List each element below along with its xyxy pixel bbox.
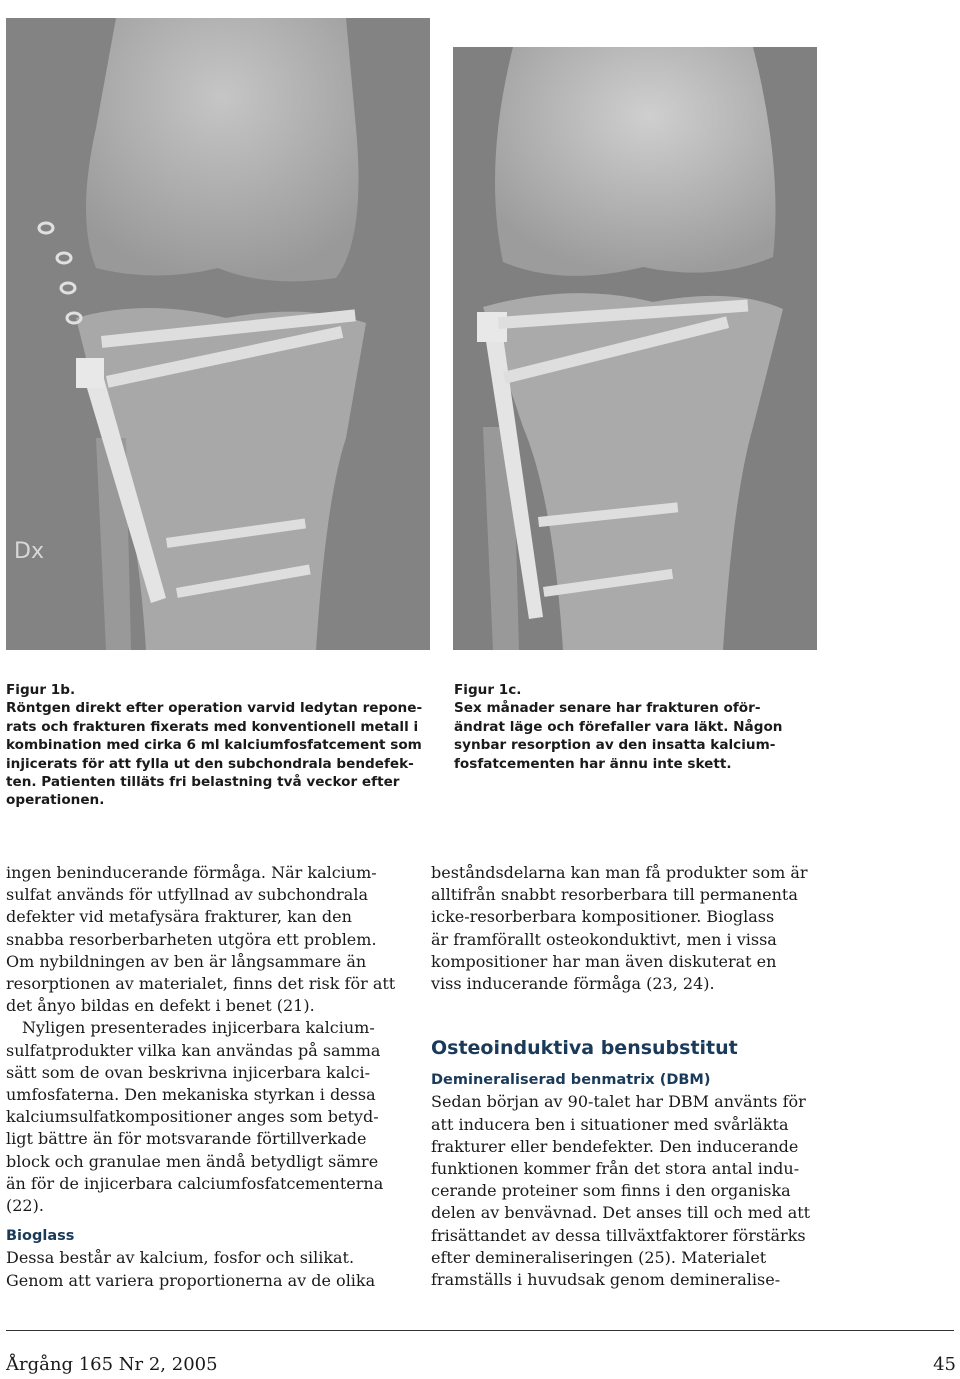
body-line: sulfat används för utfyllnad av subchondrala bbox=[6, 885, 368, 905]
section-heading-osteoinduktiva: Osteoinduktiva bensubstitut bbox=[431, 1037, 738, 1060]
xray-image-figure-1c bbox=[453, 47, 817, 650]
figure-1b-title: Figur 1b. bbox=[6, 682, 76, 698]
figure-1b-caption bbox=[6, 681, 426, 810]
body-line: frakturer eller bendefekter. Den inducerande bbox=[431, 1136, 799, 1156]
body-line: sulfatprodukter vilka kan användas på samma bbox=[6, 1040, 381, 1060]
subheading-dbm: Demineraliserad benmatrix (DBM) bbox=[431, 1072, 711, 1089]
body-line: det ånyo bildas en defekt i benet (21). bbox=[6, 996, 315, 1016]
body-line: alltifrån snabbt resorberbara till permanenta bbox=[431, 885, 798, 905]
caption-line: injicerats för att fylla ut den subchondrala bendefek- bbox=[6, 755, 414, 772]
caption-line: kombination med cirka 6 ml kalciumfosfatcement som bbox=[6, 737, 422, 754]
footer-issue: Årgång 165 Nr 2, 2005 bbox=[6, 1354, 218, 1375]
caption-line: Sex månader senare har frakturen oför- bbox=[454, 700, 761, 717]
caption-line: ten. Patienten tilläts fri belastning två veckor efter bbox=[6, 774, 400, 791]
body-line: Nyligen presenterades injicerbara kalcium- bbox=[22, 1018, 375, 1038]
body-line: umfosfaterna. Den mekaniska styrkan i dessa bbox=[6, 1085, 376, 1105]
body-line: defekter vid metafysära frakturer, kan den bbox=[6, 907, 352, 927]
caption-line: synbar resorption av den insatta kalcium- bbox=[454, 737, 776, 754]
body-line: ingen beninducerande förmåga. När kalcium- bbox=[6, 863, 377, 882]
body-line: block och granulae men ändå betydligt sämre bbox=[6, 1151, 379, 1171]
body-line: Om nybildningen av ben är långsammare än bbox=[6, 951, 367, 971]
body-line: delen av benvävnad. Det anses till och med att bbox=[431, 1203, 811, 1223]
body-line: frisättandet av dessa tillväxtfaktorer förstärks bbox=[431, 1225, 806, 1245]
body-line: beståndsdelarna kan man få produkter som är bbox=[431, 863, 808, 882]
page-number: 45 bbox=[933, 1354, 956, 1375]
body-line: sätt som de ovan beskrivna injicerbara kalci- bbox=[6, 1062, 371, 1082]
body-line: resorptionen av materialet, finns det risk för att bbox=[6, 974, 396, 994]
figure-1c-caption bbox=[454, 681, 874, 773]
body-column-left bbox=[6, 862, 394, 1292]
body-line: efter demineraliseringen (25). Materialet bbox=[431, 1247, 767, 1267]
body-line: att inducera ben i situationer med svårläkta bbox=[431, 1114, 789, 1134]
subheading-bioglass: Bioglass bbox=[6, 1228, 75, 1245]
body-line: är framförallt osteokonduktivt, men i vissa bbox=[431, 929, 777, 949]
body-line: cerande proteiner som finns i den organiska bbox=[431, 1181, 791, 1201]
xray-left-drawing bbox=[6, 18, 430, 650]
caption-line: operationen. bbox=[6, 792, 105, 809]
caption-line: ändrat läge och förefaller vara läkt. Någon bbox=[454, 718, 783, 735]
caption-line: Röntgen direkt efter operation varvid ledytan repone- bbox=[6, 700, 423, 717]
caption-line: fosfatcementen har ännu inte skett. bbox=[454, 755, 732, 772]
body-line: snabba resorberbarheten utgöra ett problem. bbox=[6, 929, 377, 949]
body-line: Sedan början av 90-talet har DBM använts för bbox=[431, 1092, 806, 1112]
body-line: kalciumsulfatkompositioner anges som betyd- bbox=[6, 1107, 379, 1127]
caption-line: rats och frakturen fixerats med konventionell metall i bbox=[6, 718, 419, 735]
body-line: än för de injicerbara calciumfosfatcementerna bbox=[6, 1173, 384, 1193]
body-line: funktionen kommer från det stora antal indu- bbox=[431, 1159, 800, 1179]
body-line: (22). bbox=[6, 1196, 44, 1216]
body-line: Dessa består av kalcium, fosfor och silikat. bbox=[6, 1248, 355, 1268]
body-line: ligt bättre än för motsvarande förtillverkade bbox=[6, 1129, 367, 1149]
xray-marker-label: Dx bbox=[14, 539, 44, 564]
body-line: Genom att variera proportionerna av de olika bbox=[6, 1270, 376, 1290]
body-line: kompositioner har man även diskuterat en bbox=[431, 951, 777, 971]
body-line: icke-resorberbara kompositioner. Bioglass bbox=[431, 907, 775, 927]
body-line: viss inducerande förmåga (23, 24). bbox=[431, 974, 715, 994]
body-column-right bbox=[431, 862, 821, 1291]
xray-image-figure-1b bbox=[6, 18, 430, 650]
figure-1c-title: Figur 1c. bbox=[454, 682, 522, 698]
xray-right-drawing bbox=[453, 47, 817, 650]
footer-rule bbox=[6, 1330, 954, 1331]
body-line: framställs i huvudsak genom demineralise- bbox=[431, 1270, 781, 1290]
